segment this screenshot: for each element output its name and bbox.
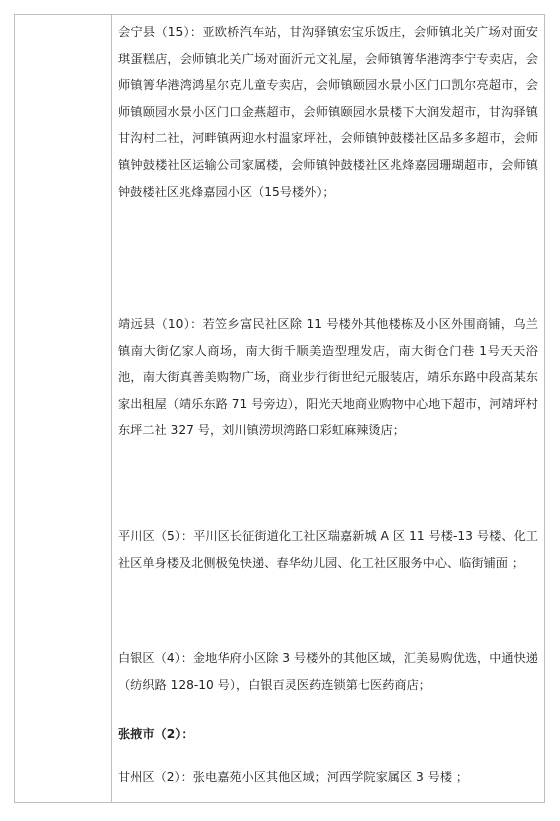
jingyuan-county-paragraph: 靖远县（10）：若笠乡富民社区除 11 号楼外其他楼栋及小区外围商铺，乌兰镇南大街亿家人商场，南大街千顺美造型理发店，南大街仓门巷 1号天天浴池，南大街真善美购物广场，商业步行街世纪元服装店，靖乐东路中段高某东家出租屋（靖乐东路 71 号旁边），阳光天地商业购物中心地下超市，河靖坪村东坪二社 327 号，刘川镇涝坝湾路口彩虹麻辣烫店； [118, 317, 538, 438]
pingchuan-district-paragraph: 平川区（5）：平川区长征街道化工社区瑞嘉新城 A 区 11 号楼-13 号楼、化工社区单身楼及北侧极兔快递、春华幼儿园、化工社区服务中心、临街铺面 ； [118, 529, 538, 570]
huining-county-paragraph: 会宁县（15）：亚欧桥汽车站，甘沟驿镇宏宝乐饭庄，会师镇北关广场对面安琪蛋糕店，会师镇北关广场对面沂元文礼屋，会师镇箐华港湾李宁专卖店，会师镇箐华港湾鸿星尔克儿童专卖店，会师镇颐园水景小区门口凯尔亮超市，会师镇颐园水景小区门口金燕超市，会师镇颐园水景楼下大润发超市，甘沟驿镇甘沟村二社，河畔镇两迎水村温家坪社，会师镇钟鼓楼社区品多多超市，会师镇钟鼓楼社区运输公司家属楼，会师镇钟鼓楼社区兆烽嘉园珊瑚超市，会师镇钟鼓楼社区兆烽嘉园小区（15号楼外）； [118, 25, 538, 199]
table-frame [14, 14, 545, 803]
table-left-column [15, 15, 112, 802]
zhangye-city-heading: 张掖市（2）： [118, 727, 194, 741]
ganzhou-district-paragraph: 甘州区（2）：张电嘉苑小区其他区域；河西学院家属区 3 号楼 ； [118, 770, 469, 784]
baiyin-district-paragraph: 白银区（4）：金地华府小区除 3 号楼外的其他区域，汇美易购优选，中通快递（纺织路 128-10 号），白银百灵医药连锁第七医药商店； [118, 651, 538, 692]
